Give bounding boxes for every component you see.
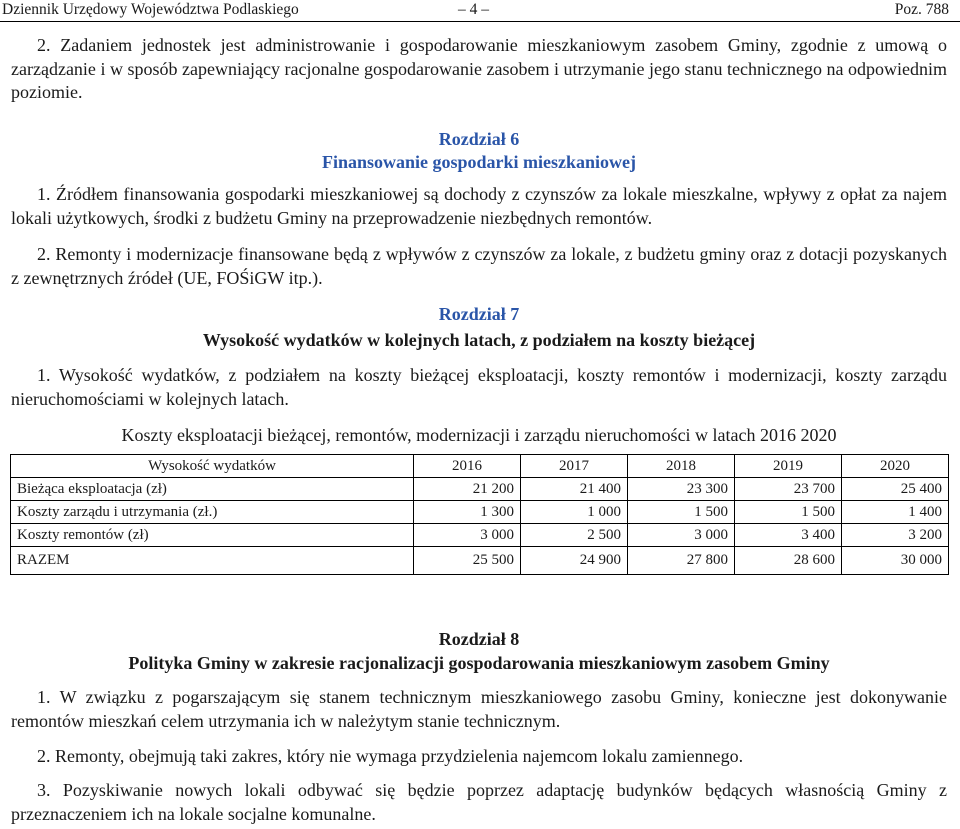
chapter-6-title: Rozdział 6	[438, 129, 520, 149]
chapter-8-paragraph-3: 3. Pozyskiwanie nowych lokali odbywać się będzie poprzez adaptację budynków będących własnością Gminy z przeznaczeniem ich na lokale socjalne komunalne.	[11, 780, 947, 824]
page-number: – 4 –	[458, 1, 489, 18]
chapter-8-paragraph-1: 1. W związku z pogarszającym się stanem technicznym mieszkaniowego zasobu Gminy, konieczne jest dokonywanie remontów mieszkań celem utrzymania ich w należytym stanie technicznym.	[11, 687, 947, 731]
table-header-cell: Wysokość wydatków	[11, 455, 414, 478]
journal-title: Dziennik Urzędowy Województwa Podlaskiego	[2, 1, 299, 18]
table-row-label: Koszty remontów (zł)	[11, 524, 414, 547]
table-cell: 21 400	[521, 478, 628, 501]
position-number: Poz. 788	[894, 1, 949, 18]
table-row	[11, 478, 949, 501]
table-cell: 25 400	[842, 478, 949, 501]
chapter-7-paragraph-1: 1. Wysokość wydatków, z podziałem na koszty bieżącej eksploatacji, koszty remontów i modernizacji, koszty zarządu nieruchomościami w kolejnych latach.	[11, 365, 947, 409]
table-cell: 23 300	[628, 478, 735, 501]
table-cell: 1 400	[842, 501, 949, 524]
chapter-6-subtitle: Finansowanie gospodarki mieszkaniowej	[321, 152, 637, 172]
table-cell: 3 000	[414, 524, 521, 547]
header-rule	[0, 21, 960, 22]
table-cell: 28 600	[735, 547, 842, 575]
table-header-cell: 2016	[414, 455, 521, 478]
page-header	[0, 0, 960, 20]
table-cell: 1 000	[521, 501, 628, 524]
table-cell: 1 300	[414, 501, 521, 524]
table-cell: 24 900	[521, 547, 628, 575]
table-cell: 21 200	[414, 478, 521, 501]
chapter-8-title: Rozdział 8	[438, 629, 520, 649]
table-row-label: Bieżąca eksploatacja (zł)	[11, 478, 414, 501]
chapter-8-paragraph-2: 2. Remonty, obejmują taki zakres, który nie wymaga przydzielenia najemcom lokalu zamiennego.	[37, 746, 744, 766]
table-row	[11, 501, 949, 524]
table-row-total	[11, 547, 949, 575]
table-header-cell: 2017	[521, 455, 628, 478]
table-cell: 3 400	[735, 524, 842, 547]
cost-table	[10, 454, 949, 575]
table-cell: 1 500	[628, 501, 735, 524]
table-cell: 27 800	[628, 547, 735, 575]
chapter-7-subtitle: Wysokość wydatków w kolejnych latach, z podziałem na koszty bieżącej	[202, 330, 756, 350]
chapter-6-paragraph-2: 2. Remonty i modernizacje finansowane będą z wpływów z czynszów za lokale, z budżetu gminy oraz z dotacji pozyskanych z zewnętrznych źródeł (UE, FOŚiGW itp.).	[11, 244, 947, 288]
table-row-label: RAZEM	[11, 547, 414, 575]
table-header-row	[11, 455, 949, 478]
table-cell: 25 500	[414, 547, 521, 575]
chapter-8-subtitle: Polityka Gminy w zakresie racjonalizacji gospodarowania mieszkaniowym zasobem Gminy	[128, 653, 830, 673]
table-caption: Koszty eksploatacji bieżącej, remontów, modernizacji i zarządu nieruchomości w latach 2016 2020	[121, 425, 837, 445]
table-cell: 30 000	[842, 547, 949, 575]
table-cell: 3 200	[842, 524, 949, 547]
intro-paragraph-2: 2. Zadaniem jednostek jest administrowanie i gospodarowanie mieszkaniowym zasobem Gminy, zgodnie z umową o zarządzanie i w sposób zapewniający racjonalne gospodarowanie zasobem i utrzymanie jego stanu technicznego na odpowiednim poziomie.	[11, 35, 947, 103]
chapter-6-paragraph-1: 1. Źródłem finansowania gospodarki mieszkaniowej są dochody z czynszów za lokale mieszkalne, wpływy z opłat za najem lokali użytkowych, środki z budżetu Gminy na przeprowadzenie niezbędnych remontów.	[11, 184, 947, 228]
table-header-cell: 2020	[842, 455, 949, 478]
table-cell: 23 700	[735, 478, 842, 501]
table-header-cell: 2019	[735, 455, 842, 478]
table-header-cell: 2018	[628, 455, 735, 478]
chapter-7-title: Rozdział 7	[438, 304, 520, 324]
table-cell: 1 500	[735, 501, 842, 524]
table-cell: 3 000	[628, 524, 735, 547]
table-row	[11, 524, 949, 547]
table-row-label: Koszty zarządu i utrzymania (zł.)	[11, 501, 414, 524]
table-cell: 2 500	[521, 524, 628, 547]
